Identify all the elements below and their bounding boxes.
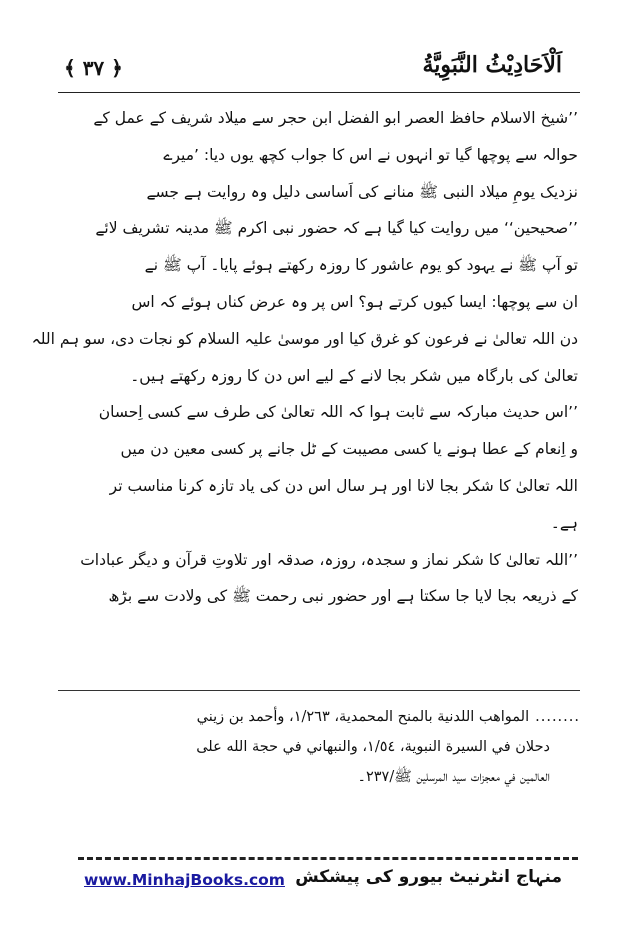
body-line: دن اللہ تعالیٰ نے فرعون کو غرق کیا اور موسیٰ علیہ السلام کو نجات دی، سو ہم اللہ — [31, 329, 578, 348]
body-line: اللہ تعالیٰ کا شکر بجا لانا اور ہر سال اس دن کی یاد تازہ کرنا مناسب تر — [109, 476, 578, 495]
footnote — [80, 702, 580, 792]
running-title: اَلْاَحَادِيْثُ النَّبَوِيَّةُ — [422, 52, 562, 78]
body-line: ان سے پوچھا: ایسا کیوں کرتے ہو؟ اس پر وہ عرض کناں ہوئے کہ اس — [131, 292, 578, 311]
footnote-line: العالمين في معجزات سيد المرسلين ﷺ/٢٣٧۔ — [357, 769, 550, 785]
body-line: حوالہ سے پوچھا گیا تو انہوں نے اس کا جواب کچھ یوں دیا: ’میرے — [163, 145, 578, 164]
page-header — [0, 38, 638, 88]
footnote-line: دحلان في السيرة النبوية، ١/٥٤، والنبهاني في حجة الله على — [196, 739, 550, 755]
footnote-marker: ........ — [535, 709, 580, 725]
body-line: نزدیک یومِ میلاد النبی ﷺ منانے کی اَساسی دلیل وہ روایت ہے جسے — [146, 182, 578, 201]
website-link[interactable]: www.MinhajBooks.com — [84, 871, 285, 889]
page-number: ﴿ ٣٧ ﴾ — [64, 56, 123, 80]
body-line: ہے۔ — [550, 513, 578, 532]
body-line: ’’شیخ الاسلام حافظ العصر ابو الفضل ابن حجر سے میلاد شریف کے عمل کے — [93, 109, 578, 127]
footnote-text: المواهب اللدنية بالمنح المحمدية، ١/٢٦٣، وأحمد بن زيني — [196, 709, 530, 725]
footnote-rule — [58, 690, 580, 691]
body-line: تعالیٰ کی بارگاہ میں شکر بجا لانے کے لیے اس دن کا روزہ رکھتے ہیں۔ — [130, 366, 578, 385]
body-line: ’’اس حدیث مبارکہ سے ثابت ہوا کہ اللہ تعالیٰ کی طرف سے کسی اِحسان — [98, 403, 578, 422]
header-rule — [58, 92, 580, 93]
body-line: ’’اللہ تعالیٰ کا شکر نماز و سجدہ، روزہ، صدقہ اور تلاوتِ قرآن و دیگر عبادات — [80, 550, 578, 569]
body-line: کے ذریعہ بجا لایا جا سکتا ہے اور حضور نبی رحمت ﷺ کی ولادت سے بڑھ — [108, 587, 578, 606]
body-line: و اِنعام کے عطا ہونے یا کسی مصیبت کے ٹل جانے پر کسی معین دن میں — [120, 440, 578, 459]
footer-dashed-rule — [78, 857, 578, 860]
body-line: ’’صحیحین‘‘ میں روایت کیا گیا ہے کہ حضور نبی اکرم ﷺ مدینہ تشریف لائے — [95, 219, 578, 238]
body-text — [31, 100, 578, 615]
publisher-credit: منہاج انٹرنیٹ بیورو کی پیشکش — [295, 867, 562, 887]
footnote-line — [80, 702, 580, 732]
body-line: تو آپ ﷺ نے یہود کو یوم عاشور کا روزہ رکھتے ہوئے پایا۔ آپ ﷺ نے — [144, 256, 578, 275]
